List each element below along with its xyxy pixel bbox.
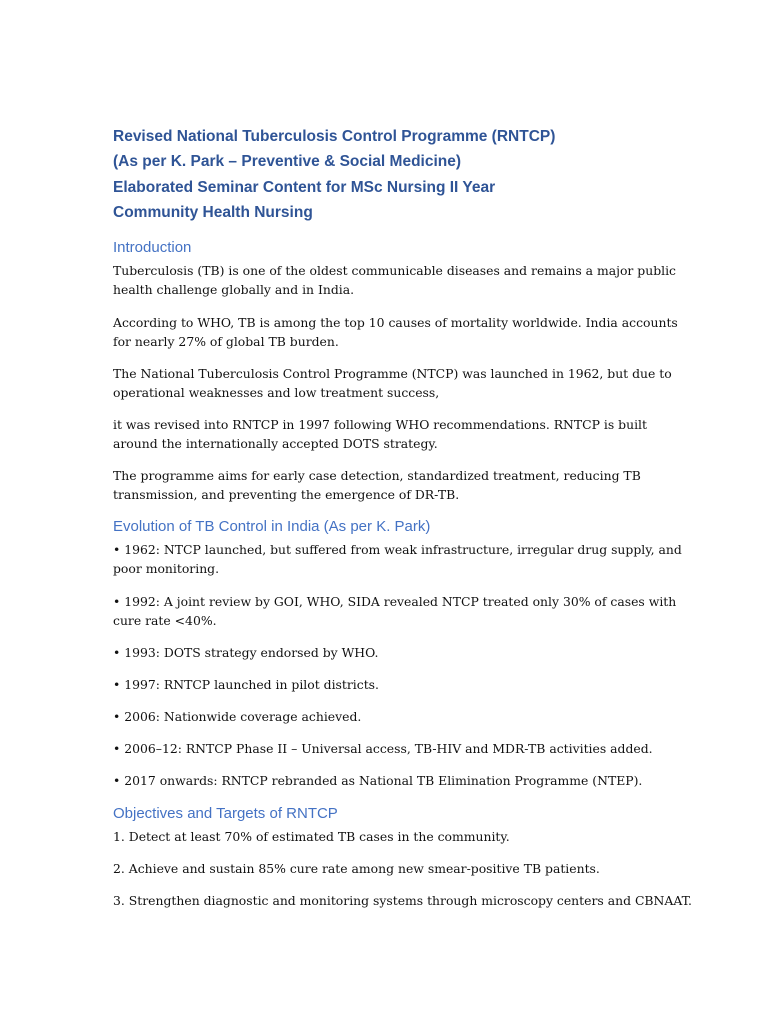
text-line: transmission, and preventing the emergence of DR-TB.: [113, 487, 460, 502]
list-item: [113, 643, 693, 662]
text-line: The National Tuberculosis Control Programme (NTCP) was launched in 1962, but due to: [113, 366, 672, 381]
text-line: • 2006: Nationwide coverage achieved.: [113, 709, 362, 724]
list-item: [113, 827, 693, 846]
text-line: • 1993: DOTS strategy endorsed by WHO.: [113, 645, 379, 660]
text-line: 1. Detect at least 70% of estimated TB cases in the community.: [113, 829, 510, 844]
text-line: • 1997: RNTCP launched in pilot districts.: [113, 677, 379, 692]
text-line: operational weaknesses and low treatment success,: [113, 385, 440, 400]
list-item: [113, 739, 693, 758]
text-line: 3. Strengthen diagnostic and monitoring systems through microscopy centers and CBNAAT.: [113, 893, 692, 908]
section-heading-introduction: Introduction: [113, 239, 192, 256]
section-heading-objectives: Objectives and Targets of RNTCP: [113, 805, 338, 822]
document-title: [113, 124, 713, 225]
text-line: • 2017 onwards: RNTCP rebranded as National TB Elimination Programme (NTEP).: [113, 773, 643, 788]
list-item: [113, 891, 693, 910]
paragraph: [113, 415, 693, 453]
text-line: health challenge globally and in India.: [113, 282, 355, 297]
text-line: The programme aims for early case detection, standardized treatment, reducing TB: [113, 468, 641, 483]
title-line: (As per K. Park – Preventive & Social Medicine): [113, 153, 462, 171]
text-line: poor monitoring.: [113, 561, 220, 576]
text-line: • 1962: NTCP launched, but suffered from weak infrastructure, irregular drug supply, and: [113, 542, 682, 557]
paragraph: [113, 364, 693, 402]
paragraph: [113, 313, 693, 351]
text-line: • 2006–12: RNTCP Phase II – Universal access, TB-HIV and MDR-TB activities added.: [113, 741, 653, 756]
title-line: Community Health Nursing: [113, 203, 313, 221]
text-line: • 1992: A joint review by GOI, WHO, SIDA revealed NTCP treated only 30% of cases with: [113, 594, 677, 609]
list-item: [113, 540, 693, 578]
text-line: cure rate <40%.: [113, 613, 217, 628]
text-line: around the internationally accepted DOTS strategy.: [113, 436, 438, 451]
section-heading-evolution: Evolution of TB Control in India (As per K. Park): [113, 518, 431, 535]
text-line: 2. Achieve and sustain 85% cure rate among new smear-positive TB patients.: [113, 861, 600, 876]
list-item: [113, 707, 693, 726]
paragraph: [113, 261, 693, 299]
paragraph: [113, 466, 693, 504]
text-line: Tuberculosis (TB) is one of the oldest communicable diseases and remains a major public: [113, 263, 676, 278]
list-item: [113, 771, 693, 790]
title-line: Revised National Tuberculosis Control Programme (RNTCP): [113, 128, 556, 145]
title-line: Elaborated Seminar Content for MSc Nursing II Year: [113, 178, 496, 196]
text-line: for nearly 27% of global TB burden.: [113, 334, 339, 349]
list-item: [113, 859, 693, 878]
list-item: [113, 592, 693, 630]
text-line: According to WHO, TB is among the top 10 causes of mortality worldwide. India accounts: [113, 315, 678, 330]
text-line: it was revised into RNTCP in 1997 following WHO recommendations. RNTCP is built: [113, 417, 647, 432]
list-item: [113, 675, 693, 694]
